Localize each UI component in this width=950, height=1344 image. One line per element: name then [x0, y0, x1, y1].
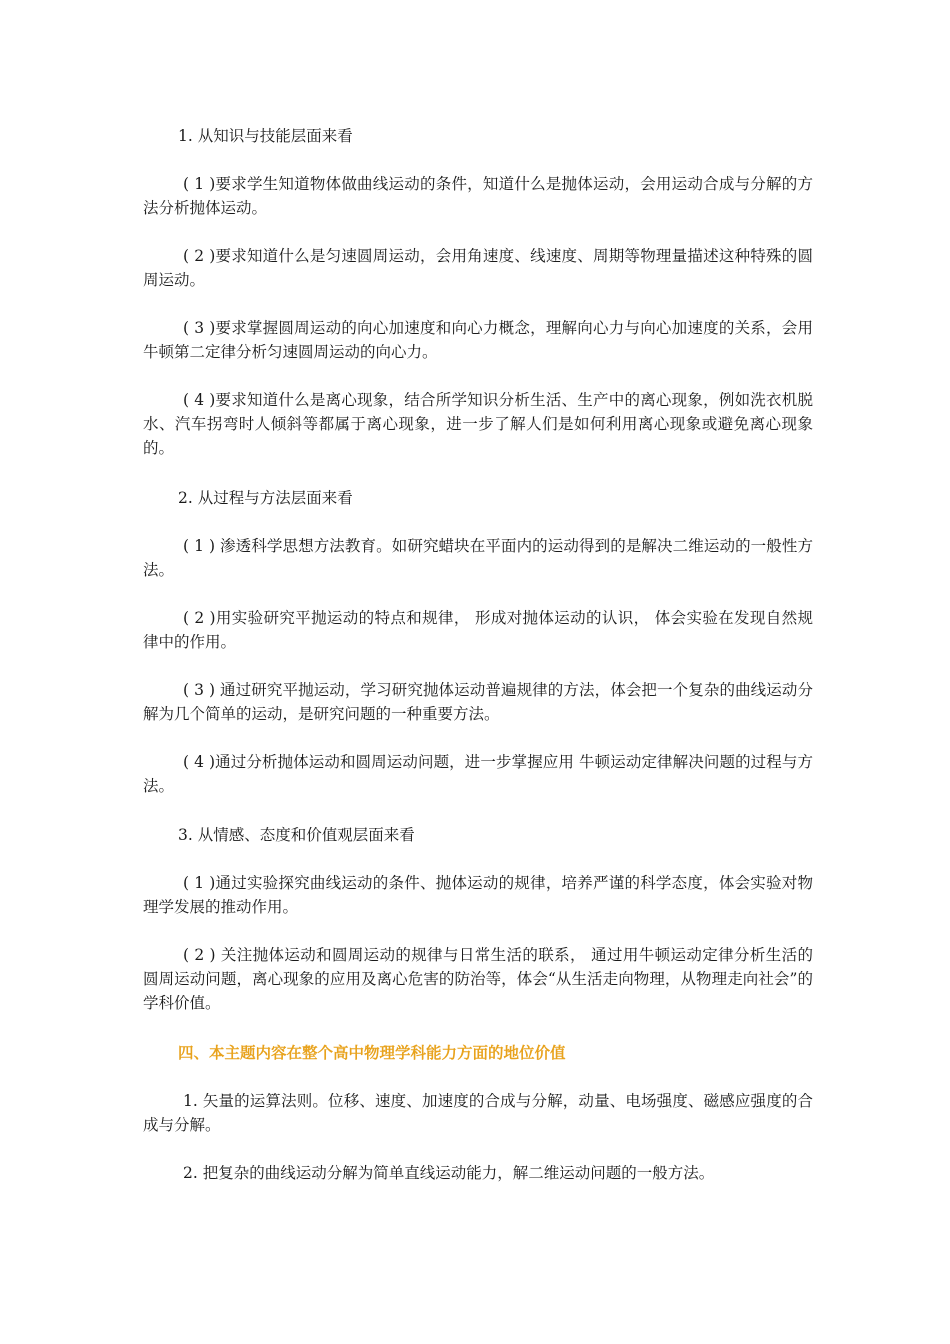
paragraph-knowledge-3: ( 3 )要求掌握圆周运动的向心加速度和向心力概念，理解向心力与向心加速度的关系，会用牛顿第二定律分析匀速圆周运动的向心力。 — [143, 319, 813, 361]
paragraph-ability-2: 2. 把复杂的曲线运动分解为简单直线运动能力，解二维运动问题的一般方法。 — [183, 1164, 715, 1182]
heading-emotion-attitude: 3. 从情感、态度和价值观层面来看 — [178, 826, 415, 844]
paragraph-process-3: ( 3 ) 通过研究平抛运动，学习研究抛体运动普遍规律的方法，体会把一个复杂的曲线运动分解为几个简单的运动，是研究问题的一种重要方法。 — [143, 681, 813, 723]
paragraph-knowledge-1: ( 1 )要求学生知道物体做曲线运动的条件，知道什么是抛体运动，会用运动合成与分解的方法分析抛体运动。 — [143, 175, 813, 217]
paragraph-process-2: ( 2 )用实验研究平抛运动的特点和规律， 形成对抛体运动的认识， 体会实验在发现自然规律中的作用。 — [143, 609, 813, 651]
section-heading-four: 四、本主题内容在整个高中物理学科能力方面的地位价值 — [178, 1044, 566, 1062]
paragraph-knowledge-2: ( 2 )要求知道什么是匀速圆周运动，会用角速度、线速度、周期等物理量描述这种特殊的圆周运动。 — [143, 247, 813, 289]
heading-process-method: 2. 从过程与方法层面来看 — [178, 489, 353, 507]
paragraph-emotion-1: ( 1 )通过实验探究曲线运动的条件、抛体运动的规律，培养严谨的科学态度，体会实验对物理学发展的推动作用。 — [143, 874, 813, 916]
heading-knowledge-skills: 1. 从知识与技能层面来看 — [178, 127, 353, 145]
paragraph-emotion-2: ( 2 ) 关注抛体运动和圆周运动的规律与日常生活的联系， 通过用牛顿运动定律分析生活的圆周运动问题，离心现象的应用及离心危害的防治等，体会“从生活走向物理，从物理走向社会”的学科价值。 — [143, 946, 813, 1012]
paragraph-ability-1: 1. 矢量的运算法则。位移、速度、加速度的合成与分解，动量、电场强度、磁感应强度的合成与分解。 — [143, 1092, 813, 1134]
paragraph-knowledge-4: ( 4 )要求知道什么是离心现象，结合所学知识分析生活、生产中的离心现象，例如洗衣机脱水、汽车拐弯时人倾斜等都属于离心现象，进一步了解人们是如何利用离心现象或避免离心现象的。 — [143, 391, 813, 457]
paragraph-process-4: ( 4 )通过分析抛体运动和圆周运动问题，进一步掌握应用 牛顿运动定律解决问题的过程与方法。 — [143, 753, 813, 795]
paragraph-process-1: ( 1 ) 渗透科学思想方法教育。如研究蜡块在平面内的运动得到的是解决二维运动的一般性方法。 — [143, 537, 813, 579]
